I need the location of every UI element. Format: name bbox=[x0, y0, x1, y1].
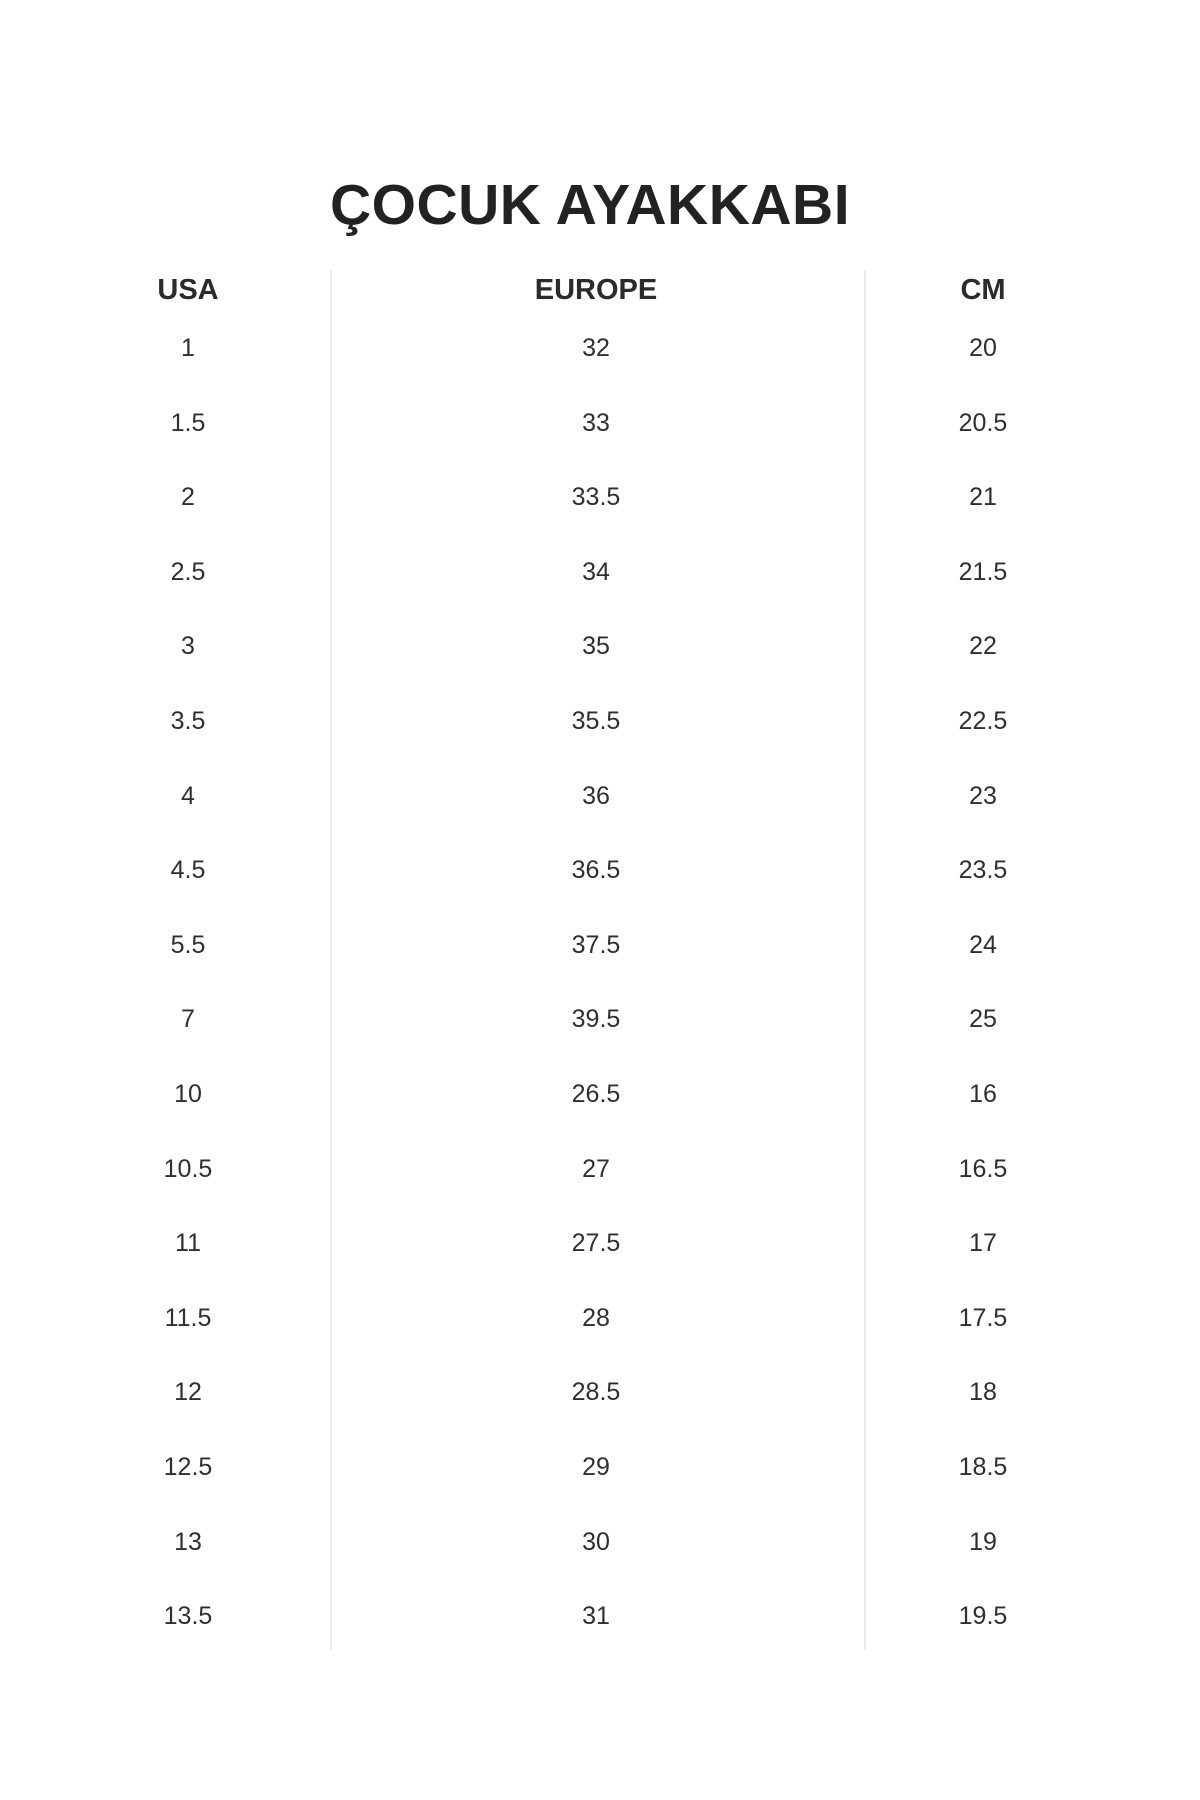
page-title: ÇOCUK AYAKKABI bbox=[329, 173, 851, 238]
europe-size-cell: 26.5 bbox=[571, 1079, 621, 1108]
usa-size-cell: 12.5 bbox=[163, 1452, 213, 1481]
usa-size-cell: 2 bbox=[181, 483, 195, 512]
cm-size-cell: 19.5 bbox=[958, 1602, 1008, 1631]
usa-column bbox=[38, 265, 338, 1662]
usa-size-cell: 3.5 bbox=[170, 706, 206, 735]
usa-size-cell: 11.5 bbox=[164, 1303, 212, 1332]
usa-size-cell: 12 bbox=[174, 1378, 202, 1407]
usa-size-cell: 13.5 bbox=[163, 1602, 213, 1631]
europe-size-cell: 29 bbox=[582, 1452, 610, 1481]
europe-size-cell: 37.5 bbox=[571, 930, 621, 959]
usa-size-cell: 5.5 bbox=[170, 930, 206, 959]
europe-size-cell: 35 bbox=[582, 632, 610, 661]
cm-size-cell: 23 bbox=[969, 781, 997, 810]
usa-size-cell: 3 bbox=[181, 632, 195, 661]
cm-size-cell: 21.5 bbox=[958, 557, 1008, 586]
europe-column-cells bbox=[446, 319, 746, 1662]
europe-size-cell: 39.5 bbox=[571, 1005, 621, 1034]
europe-column-header: EUROPE bbox=[534, 274, 658, 306]
cm-size-cell: 17 bbox=[969, 1229, 997, 1258]
cm-size-cell: 18 bbox=[969, 1378, 997, 1407]
europe-size-cell: 33.5 bbox=[571, 483, 621, 512]
usa-size-cell: 1 bbox=[181, 334, 195, 362]
cm-size-cell: 16 bbox=[969, 1079, 997, 1108]
cm-size-cell: 16.5 bbox=[958, 1154, 1008, 1183]
europe-size-cell: 27 bbox=[582, 1154, 610, 1183]
usa-size-cell: 10 bbox=[174, 1079, 202, 1108]
usa-size-cell: 10.5 bbox=[163, 1154, 213, 1183]
cm-size-cell: 20.5 bbox=[958, 408, 1008, 437]
europe-size-cell: 36.5 bbox=[571, 856, 621, 885]
cm-size-cell: 22 bbox=[969, 632, 997, 661]
usa-size-cell: 1.5 bbox=[170, 408, 206, 437]
usa-column-cells bbox=[38, 319, 338, 1662]
cm-size-cell: 17.5 bbox=[958, 1303, 1008, 1332]
cm-size-cell: 24 bbox=[969, 930, 997, 959]
cm-size-cell: 20 bbox=[969, 334, 997, 362]
usa-size-cell: 11 bbox=[175, 1229, 201, 1258]
europe-size-cell: 27.5 bbox=[571, 1229, 621, 1258]
cm-size-cell: 18.5 bbox=[958, 1452, 1008, 1481]
cm-size-cell: 23.5 bbox=[958, 856, 1008, 885]
europe-size-cell: 36 bbox=[582, 781, 610, 810]
usa-size-cell: 13 bbox=[174, 1527, 202, 1556]
cm-column-cells bbox=[833, 319, 1133, 1662]
europe-size-cell: 33 bbox=[582, 408, 610, 437]
europe-size-cell: 34 bbox=[582, 557, 610, 586]
cm-size-cell: 22.5 bbox=[958, 706, 1008, 735]
europe-size-cell: 28 bbox=[582, 1303, 610, 1332]
usa-size-cell: 2.5 bbox=[170, 557, 206, 586]
cm-size-cell: 21 bbox=[969, 483, 997, 512]
europe-size-cell: 35.5 bbox=[571, 706, 621, 735]
usa-size-cell: 4.5 bbox=[170, 856, 206, 885]
cm-column-header: CM bbox=[960, 274, 1006, 306]
europe-size-cell: 28.5 bbox=[571, 1378, 621, 1407]
cm-column bbox=[833, 265, 1133, 1662]
usa-size-cell: 4 bbox=[181, 781, 195, 810]
cm-size-cell: 25 bbox=[969, 1005, 997, 1034]
europe-size-cell: 30 bbox=[582, 1527, 610, 1556]
cm-size-cell: 19 bbox=[969, 1527, 997, 1556]
europe-size-cell: 31 bbox=[582, 1602, 610, 1631]
europe-size-cell: 32 bbox=[582, 334, 610, 362]
usa-size-cell: 7 bbox=[181, 1005, 195, 1034]
europe-column bbox=[446, 265, 746, 1662]
usa-column-header: USA bbox=[157, 274, 219, 306]
